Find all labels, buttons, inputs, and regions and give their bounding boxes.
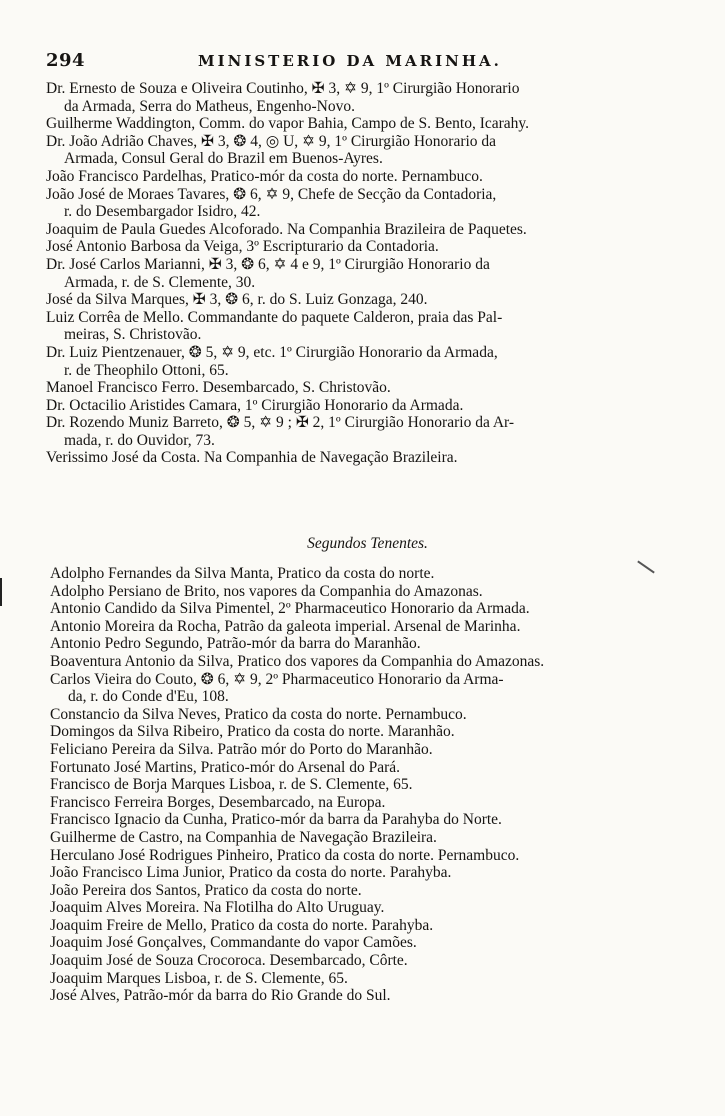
- section-heading: [0, 535, 725, 553]
- list-entry: Antonio Candido da Silva Pimentel, 2º Pharmaceutico Honorario da Armada.: [50, 600, 530, 618]
- list-entry: Joaquim Freire de Mello, Pratico da costa do norte. Parahyba.: [50, 916, 434, 934]
- list-entry: Dr. Octacilio Aristides Camara, 1º Cirurgião Honorario da Armada.: [46, 396, 464, 414]
- list-entry: Guilherme de Castro, na Companhia de Navegação Brazileira.: [50, 828, 437, 846]
- list-entry: Francisco Ferreira Borges, Desembarcado, na Europa.: [50, 793, 386, 811]
- list-entry: Dr. Ernesto de Souza e Oliveira Coutinho, ✠ 3, ✡ 9, 1º Cirurgião Honorario: [46, 80, 520, 97]
- list-entry: Joaquim Alves Moreira. Na Flotilha do Alto Uruguay.: [50, 899, 385, 917]
- list-entry: Dr. José Carlos Marianni, ✠ 3, ❂ 6, ✡ 4 e 9, 1º Cirurgião Honorario da: [46, 255, 490, 273]
- list-entry: Joaquim José Gonçalves, Commandante do vapor Camões.: [50, 934, 417, 952]
- list-entry: Antonio Pedro Segundo, Patrão-mór da barra do Maranhão.: [50, 635, 421, 653]
- list-entry: José Alves, Patrão-mór da barra do Rio Grande do Sul.: [50, 987, 391, 1005]
- list-entry: Adolpho Persiano de Brito, nos vapores da Companhia do Amazonas.: [50, 582, 483, 600]
- list-entry: João José de Moraes Tavares, ❂ 6, ✡ 9, Chefe de Secção da Contadoria,: [46, 185, 497, 203]
- list-entry-continuation: meiras, S. Christovão.: [64, 326, 202, 344]
- page-number: 294: [46, 50, 86, 71]
- list-entry: Manoel Francisco Ferro. Desembarcado, S. Christovão.: [46, 379, 391, 397]
- list-entry: Antonio Moreira da Rocha, Patrão da galeota imperial. Arsenal de Marinha.: [50, 617, 521, 635]
- officer-list-second-lieutenants: [0, 565, 725, 1005]
- list-entry-continuation: r. de Theophilo Ottoni, 65.: [64, 361, 229, 379]
- list-entry: Dr. Luiz Pientzenauer, ❂ 5, ✡ 9, etc. 1º Cirurgião Honorario da Armada,: [46, 343, 498, 361]
- list-entry: Francisco de Borja Marques Lisboa, r. de S. Clemente, 65.: [50, 776, 413, 794]
- list-entry-continuation: r. do Desembargador Isidro, 42.: [64, 203, 261, 221]
- list-entry: João Francisco Lima Junior, Pratico da costa do norte. Parahyba.: [50, 864, 452, 882]
- list-entry: José Antonio Barbosa da Veiga, 3º Escripturario da Contadoria.: [46, 238, 439, 256]
- list-entry: Domingos da Silva Ribeiro, Pratico da costa do norte. Maranhão.: [50, 723, 455, 741]
- list-entry: Fortunato José Martins, Pratico-mór do Arsenal do Pará.: [50, 758, 400, 776]
- list-entry: Boaventura Antonio da Silva, Pratico dos vapores da Companhia do Amazonas.: [50, 652, 545, 670]
- list-entry: José da Silva Marques, ✠ 3, ❂ 6, r. do S. Luiz Gonzaga, 240.: [46, 291, 428, 309]
- page-header: [46, 50, 666, 72]
- list-entry: Verissimo José da Costa. Na Companhia de Navegação Brazileira.: [46, 449, 458, 467]
- list-entry: Joaquim Marques Lisboa, r. de S. Clemente, 65.: [50, 969, 348, 987]
- list-entry: Dr. Rozendo Muniz Barreto, ❂ 5, ✡ 9 ; ✠ 2, 1º Cirurgião Honorario da Ar-: [46, 414, 515, 432]
- running-title: MINISTERIO DA MARINHA.: [198, 52, 502, 70]
- list-entry: João Francisco Pardelhas, Pratico-mór da costa do norte. Pernambuco.: [46, 167, 483, 185]
- list-entry: Dr. João Adrião Chaves, ✠ 3, ❂ 4, ◎ U, ✡ 9, 1º Cirurgião Honorario da: [46, 132, 497, 150]
- list-entry: Francisco Ignacio da Cunha, Pratico-mór da barra da Parahyba do Norte.: [50, 811, 502, 829]
- list-entry: Luiz Corrêa de Mello. Commandante do paquete Calderon, praia das Pal-: [46, 308, 503, 326]
- list-entry: Herculano José Rodrigues Pinheiro, Pratico da costa do norte. Pernambuco.: [50, 846, 520, 864]
- list-entry-continuation: mada, r. do Ouvidor, 73.: [64, 431, 215, 449]
- list-entry: João Pereira dos Santos, Pratico da costa do norte.: [50, 881, 362, 899]
- list-entry: Adolpho Fernandes da Silva Manta, Pratico da costa do norte.: [50, 565, 435, 582]
- officer-list-first: [0, 80, 725, 467]
- list-entry: Guilherme Waddington, Comm. do vapor Bahia, Campo de S. Bento, Icarahy.: [46, 115, 530, 133]
- list-entry-continuation: da Armada, Serra do Matheus, Engenho-Novo.: [64, 97, 355, 115]
- list-entry: Carlos Vieira do Couto, ❂ 6, ✡ 9, 2º Pharmaceutico Honorario da Arma-: [50, 670, 504, 688]
- list-entry: Constancio da Silva Neves, Pratico da costa do norte. Pernambuco.: [50, 705, 467, 723]
- list-entry: Joaquim José de Souza Crocoroca. Desembarcado, Côrte.: [50, 952, 408, 970]
- list-entry-continuation: da, r. do Conde d'Eu, 108.: [68, 688, 229, 706]
- list-entry-continuation: Armada, r. de S. Clemente, 30.: [64, 273, 256, 291]
- list-entry: Joaquim de Paula Guedes Alcoforado. Na Companhia Brazileira de Paquetes.: [46, 220, 527, 238]
- section-heading-text: Segundos Tenentes.: [307, 535, 428, 552]
- list-entry-continuation: Armada, Consul Geral do Brazil em Buenos-Ayres.: [64, 150, 383, 168]
- list-entry: Feliciano Pereira da Silva. Patrão mór do Porto do Maranhão.: [50, 740, 433, 758]
